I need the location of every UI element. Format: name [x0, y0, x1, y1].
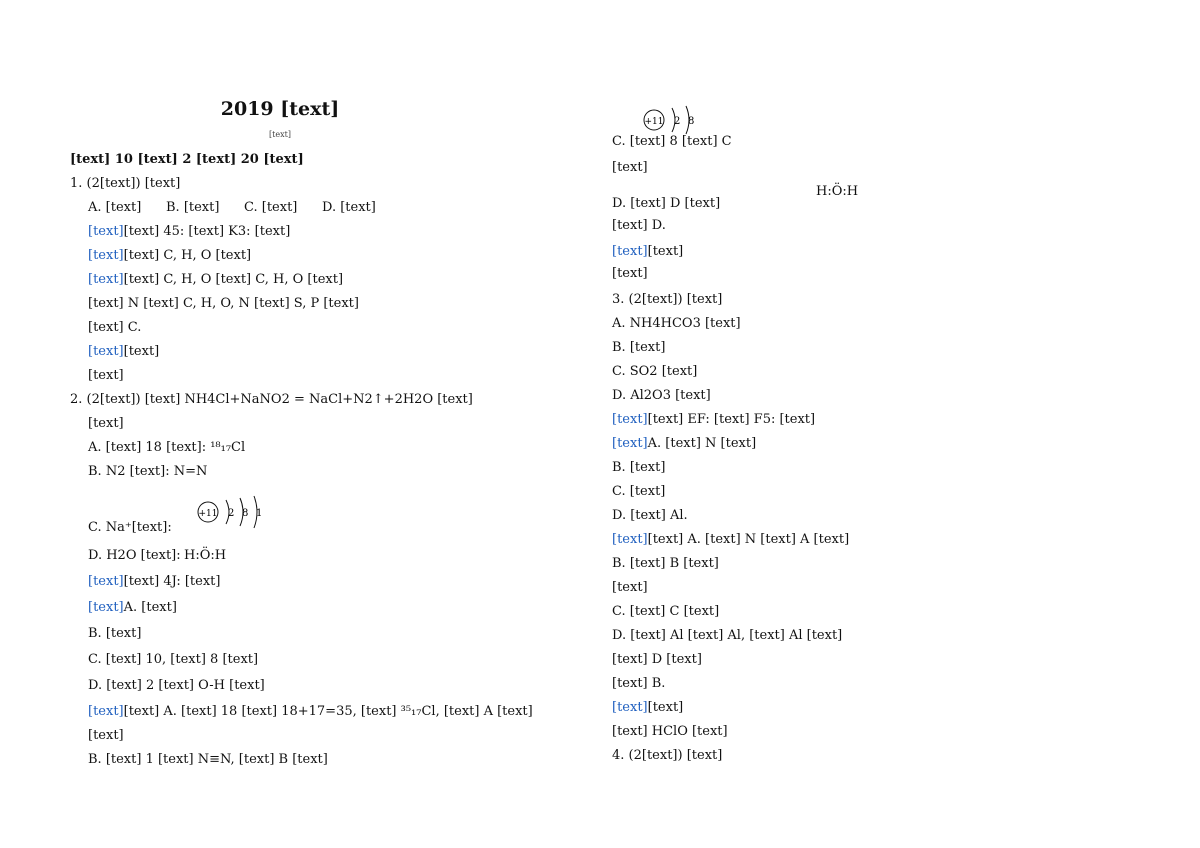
right-line — [612, 676, 665, 692]
right-line — [612, 388, 711, 404]
line-text: D. H2O [text]: — [88, 548, 181, 563]
line-text: A. NH4HCO3 [text] — [612, 316, 741, 331]
line-text: [text] 4J: [text] — [123, 574, 221, 589]
line-text: [text] 10 [text] 2 [text] 20 [text] — [70, 152, 304, 167]
line-text: [text] EF: [text] F5: [text] — [647, 412, 816, 427]
line-text: [text] D [text] — [612, 652, 702, 667]
line-text: [text] C, H, O [text] — [123, 248, 252, 263]
left-line — [88, 652, 258, 668]
option-1: B. [text] — [166, 200, 220, 215]
section-tag: [text] — [88, 574, 124, 589]
right-line — [612, 364, 697, 380]
line-text: D. Al2O3 [text] — [612, 388, 711, 403]
right-line — [612, 604, 719, 620]
line-text: [text] — [612, 580, 648, 595]
right-line — [612, 628, 842, 644]
h2o-electron-formula-left: H:Ö:H — [184, 548, 227, 563]
line-text: B. [text] — [612, 460, 666, 475]
left-line — [70, 176, 180, 192]
right-line — [612, 292, 722, 308]
left-line — [88, 248, 251, 264]
line-text: [text] — [612, 160, 648, 175]
line-text: C. SO2 [text] — [612, 364, 698, 379]
line-text: B. N2 [text]: N=N — [88, 464, 208, 479]
line-text: [text] 45: [text] K3: [text] — [123, 224, 291, 239]
line-text: B. [text] 1 [text] N≡N, [text] B [text] — [88, 752, 328, 767]
left-line — [88, 728, 124, 744]
left-line — [88, 600, 177, 616]
right-line — [612, 460, 665, 476]
right-line — [612, 266, 648, 282]
left-line — [88, 752, 328, 768]
left-line — [88, 678, 265, 694]
line-text: D. [text] Al. — [612, 508, 688, 523]
left-column — [70, 0, 590, 848]
left-line — [88, 520, 172, 536]
line-text: [text] B. — [612, 676, 666, 691]
left-line — [70, 152, 304, 168]
left-line — [88, 344, 159, 360]
left-line — [88, 626, 141, 642]
section-tag: [text] — [612, 700, 648, 715]
option-3: D. [text] — [322, 200, 376, 215]
line-text: [text] — [647, 700, 684, 715]
line-text: [text] C. — [88, 320, 142, 335]
na-ion-nucleus: +11 — [644, 117, 664, 127]
left-line — [88, 574, 220, 590]
na-ion-shell-1: 2 — [674, 116, 681, 127]
right-line — [612, 244, 683, 260]
line-text: D. [text] Al [text] Al, [text] Al [text] — [612, 628, 843, 643]
line-text: C. [text] 8 [text] C — [612, 134, 732, 149]
left-line — [88, 464, 207, 480]
line-text: B. [text] — [612, 340, 666, 355]
left-line — [88, 704, 533, 720]
line-text: [text] D. — [612, 218, 666, 233]
right-line — [612, 580, 648, 596]
left-line — [88, 440, 245, 456]
line-text: B. [text] B [text] — [612, 556, 719, 571]
line-text: A. [text] 18 [text]: ¹⁸₁₇Cl — [88, 440, 246, 455]
left-line — [88, 224, 290, 240]
section-tag: [text] — [88, 272, 124, 287]
line-text: C. Na⁺[text]: — [88, 520, 172, 535]
na-atom-shell-2: 8 — [242, 508, 249, 519]
right-line — [612, 218, 666, 234]
section-tag: [text] — [88, 248, 124, 263]
left-line — [88, 296, 359, 312]
right-line — [612, 508, 688, 524]
line-text: 4. (2[text]) [text] — [612, 748, 723, 763]
line-text: 2. (2[text]) [text] NH4Cl+NaNO2 = NaCl+N2↑+2H2O [text] — [70, 392, 473, 407]
right-line — [612, 484, 665, 500]
document-subtitle: [text] — [269, 130, 291, 139]
right-line — [612, 652, 702, 668]
line-text: D. [text] 2 [text] O-H [text] — [88, 678, 265, 693]
line-text: [text] A. [text] N [text] A [text] — [647, 532, 850, 547]
left-line — [88, 272, 343, 288]
section-tag: [text] — [612, 436, 648, 451]
line-text: [text] HClO [text] — [612, 724, 728, 739]
line-text: [text] — [88, 416, 124, 431]
section-tag: [text] — [612, 244, 648, 259]
line-text: D. [text] D [text] — [612, 196, 721, 211]
right-line — [612, 700, 683, 716]
line-text: [text] — [647, 244, 684, 259]
line-text: [text] — [123, 344, 160, 359]
section-tag: [text] — [612, 532, 648, 547]
line-text: 1. (2[text]) [text] — [70, 176, 181, 191]
right-line — [612, 316, 741, 332]
section-tag: [text] — [88, 600, 124, 615]
line-text: [text] — [88, 368, 124, 383]
na-atom-shell-1: 2 — [228, 508, 235, 519]
left-line — [88, 368, 124, 384]
right-line — [612, 724, 728, 740]
option-2: C. [text] — [244, 200, 298, 215]
na-atom-shell-3: 1 — [256, 508, 263, 519]
right-line — [612, 556, 719, 572]
section-tag: [text] — [88, 224, 124, 239]
right-line — [612, 340, 665, 356]
option-0: A. [text] — [88, 200, 142, 215]
left-line — [88, 416, 124, 432]
document-title: 2019 [text] — [220, 98, 340, 120]
line-text: C. [text] 10, [text] 8 [text] — [88, 652, 259, 667]
left-line — [88, 548, 181, 564]
right-line — [612, 412, 815, 428]
line-text: A. [text] N [text] — [647, 436, 757, 451]
line-text: 3. (2[text]) [text] — [612, 292, 723, 307]
right-line — [612, 160, 648, 176]
right-line — [612, 532, 849, 548]
line-text: B. [text] — [88, 626, 142, 641]
line-text: [text] — [88, 728, 124, 743]
section-tag: [text] — [88, 704, 124, 719]
right-line — [612, 196, 720, 212]
left-line — [70, 392, 473, 408]
right-line — [612, 748, 722, 764]
right-line — [612, 436, 756, 452]
line-text: C. [text] C [text] — [612, 604, 720, 619]
line-text: C. [text] — [612, 484, 666, 499]
h2o-electron-formula-right: H:Ö:H — [816, 184, 859, 199]
na-atom-nucleus: +11 — [198, 509, 218, 519]
section-tag: [text] — [88, 344, 124, 359]
na-ion-diagram — [640, 100, 730, 140]
line-text: [text] N [text] C, H, O, N [text] S, P [text] — [88, 296, 359, 311]
section-tag: [text] — [612, 412, 648, 427]
left-line — [88, 200, 400, 216]
line-text: [text] — [612, 266, 648, 281]
na-atom-diagram — [196, 492, 286, 532]
line-text: A. [text] — [123, 600, 177, 615]
line-text: [text] A. [text] 18 [text] 18+17=35, [text] ³⁵₁₇Cl, [text] A [text] — [123, 704, 533, 719]
left-line — [88, 320, 141, 336]
na-ion-shell-2: 8 — [688, 116, 695, 127]
line-text: [text] C, H, O [text] C, H, O [text] — [123, 272, 344, 287]
